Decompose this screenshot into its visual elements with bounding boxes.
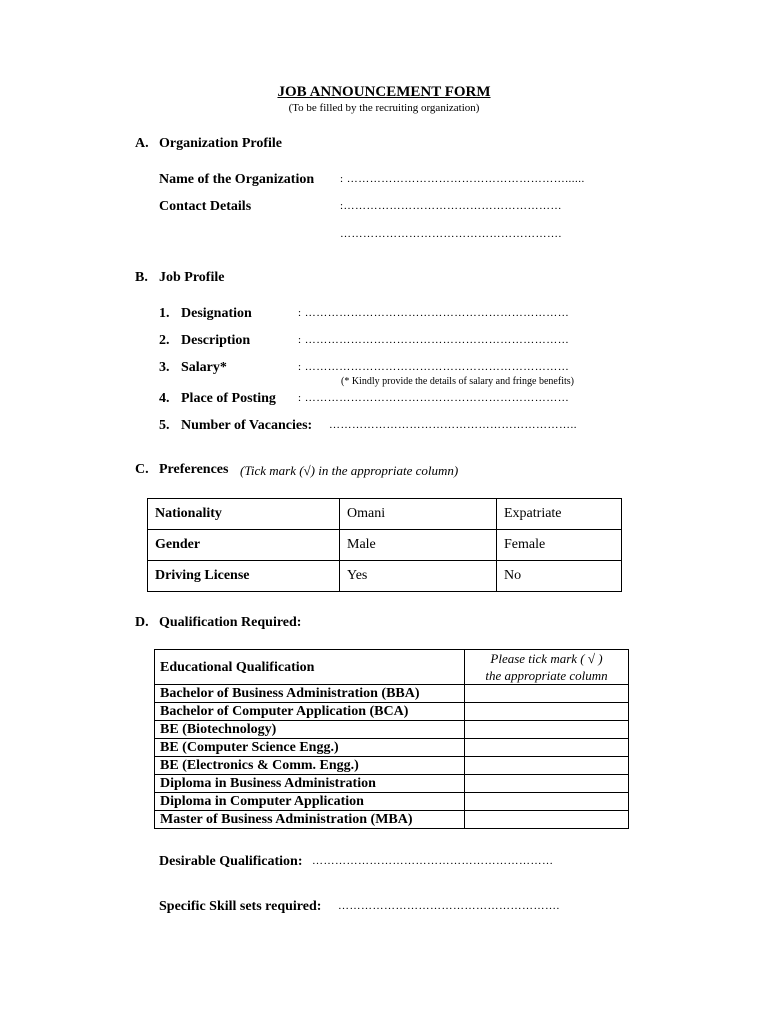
qualification-row — [155, 757, 629, 775]
qualification-name: Master of Business Administration (MBA) — [155, 811, 465, 829]
qualification-name: BE (Computer Science Engg.) — [155, 739, 465, 757]
tick-column-header — [465, 650, 629, 685]
form-title: JOB ANNOUNCEMENT FORM — [277, 84, 491, 100]
qualification-row — [155, 685, 629, 703]
preferences-table — [147, 498, 622, 592]
tick-cell[interactable] — [465, 775, 629, 793]
org-name-field[interactable]: : …………………………………………………...... — [340, 173, 585, 185]
tick-cell[interactable] — [465, 721, 629, 739]
designation-label: Designation — [181, 306, 252, 321]
job-item-number: 2. — [159, 333, 170, 348]
description-field[interactable]: : …………………………………………………………… — [298, 334, 570, 346]
tick-cell[interactable] — [465, 757, 629, 775]
qualification-name: Diploma in Computer Application — [155, 793, 465, 811]
qualification-header-row — [155, 650, 629, 685]
qualification-name: Bachelor of Computer Application (BCA) — [155, 703, 465, 721]
section-d-letter: D. — [135, 615, 149, 630]
place-of-posting-field[interactable]: : …………………………………………………………… — [298, 392, 570, 404]
vacancies-label: Number of Vacancies: — [181, 418, 313, 433]
form-subtitle: (To be filled by the recruiting organization) — [288, 102, 480, 114]
contact-details-field[interactable]: :………………………………………………… — [340, 200, 563, 212]
skill-sets-label: Specific Skill sets required: — [159, 899, 322, 914]
section-b-letter: B. — [135, 270, 148, 285]
job-item-number: 3. — [159, 360, 170, 375]
qualification-row — [155, 793, 629, 811]
tick-header-line2: the appropriate column — [485, 668, 608, 683]
preference-option[interactable]: No — [497, 561, 622, 592]
qualification-table — [154, 649, 629, 829]
section-c-letter: C. — [135, 462, 149, 477]
preference-option[interactable]: Expatriate — [497, 499, 622, 530]
preference-row — [148, 561, 622, 592]
preference-option[interactable]: Omani — [340, 499, 497, 530]
designation-field[interactable]: : …………………………………………………………… — [298, 307, 570, 319]
tick-header-line1: Please tick mark ( √ ) — [490, 651, 603, 666]
qualification-name: Diploma in Business Administration — [155, 775, 465, 793]
qualification-row — [155, 721, 629, 739]
section-d-heading: Qualification Required: — [159, 615, 302, 630]
preferences-note: (Tick mark (√) in the appropriate column) — [240, 463, 459, 478]
job-item-number: 4. — [159, 391, 170, 406]
qualification-row — [155, 811, 629, 829]
desirable-qualification-field[interactable]: ……………………………………………………… — [312, 855, 554, 867]
section-a-heading: Organization Profile — [159, 136, 282, 151]
job-item-number: 1. — [159, 306, 170, 321]
section-c-heading: Preferences — [159, 462, 229, 477]
qualification-name: BE (Biotechnology) — [155, 721, 465, 739]
qualification-row — [155, 703, 629, 721]
description-label: Description — [181, 333, 251, 348]
tick-cell[interactable] — [465, 685, 629, 703]
job-item-number: 5. — [159, 418, 170, 433]
tick-cell[interactable] — [465, 739, 629, 757]
contact-details-label: Contact Details — [159, 199, 252, 214]
tick-cell[interactable] — [465, 703, 629, 721]
tick-cell[interactable] — [465, 811, 629, 829]
qualification-column-header: Educational Qualification — [155, 650, 465, 685]
salary-field[interactable]: : …………………………………………………………… — [298, 361, 570, 373]
skill-sets-field[interactable]: …………………………………………………. — [338, 900, 560, 912]
section-a-letter: A. — [135, 136, 149, 151]
preference-row — [148, 530, 622, 561]
salary-note: (* Kindly provide the details of salary and fringe benefits) — [341, 376, 574, 387]
preference-option[interactable]: Male — [340, 530, 497, 561]
preference-label: Gender — [148, 530, 340, 561]
desirable-qualification-label: Desirable Qualification: — [159, 854, 303, 869]
contact-details-field-line2[interactable]: …………………………………………………. — [340, 228, 562, 240]
preference-row — [148, 499, 622, 530]
tick-cell[interactable] — [465, 793, 629, 811]
qualification-row — [155, 739, 629, 757]
qualification-name: Bachelor of Business Administration (BBA) — [155, 685, 465, 703]
vacancies-field[interactable]: ……………………………………………………….. — [329, 419, 577, 431]
section-b-heading: Job Profile — [159, 270, 225, 285]
preference-label: Nationality — [148, 499, 340, 530]
place-of-posting-label: Place of Posting — [181, 391, 276, 406]
preference-label: Driving License — [148, 561, 340, 592]
org-name-label: Name of the Organization — [159, 172, 315, 187]
preference-option[interactable]: Yes — [340, 561, 497, 592]
qualification-name: BE (Electronics & Comm. Engg.) — [155, 757, 465, 775]
preference-option[interactable]: Female — [497, 530, 622, 561]
qualification-row — [155, 775, 629, 793]
salary-label: Salary* — [181, 360, 227, 375]
